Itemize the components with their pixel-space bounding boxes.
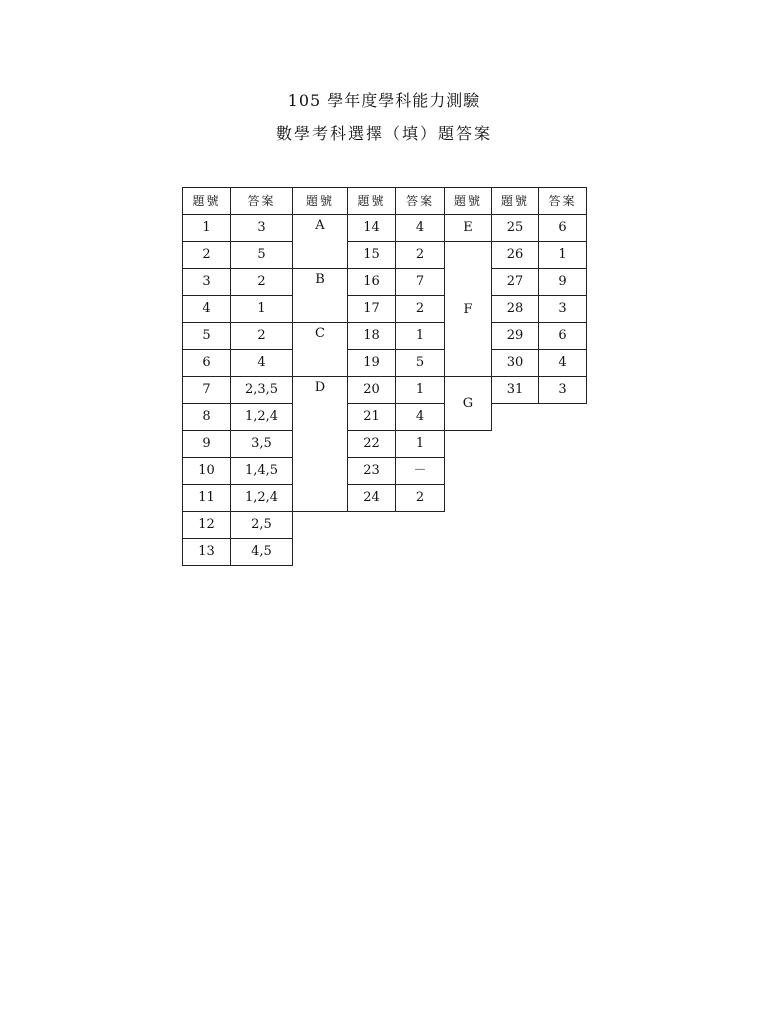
question-number: 10 xyxy=(182,457,231,485)
question-number: 28 xyxy=(491,295,539,323)
answer-value: 4 xyxy=(538,349,587,377)
question-number: 14 xyxy=(347,214,396,242)
question-number: 4 xyxy=(182,295,231,323)
fill-in-group-label: C xyxy=(292,322,348,377)
fill-in-group-label: F xyxy=(444,241,492,377)
answer-value: 2 xyxy=(230,268,293,296)
answer-value: 1 xyxy=(395,430,445,458)
answer-value: 1,4,5 xyxy=(230,457,293,485)
answer-value: 2,3,5 xyxy=(230,376,293,404)
header-answer: 答案 xyxy=(538,187,587,215)
header-question-number: 題號 xyxy=(491,187,539,215)
answer-value: 3 xyxy=(538,376,587,404)
answer-value: 7 xyxy=(395,268,445,296)
question-number: 5 xyxy=(182,322,231,350)
question-number: 13 xyxy=(182,538,231,566)
question-number: 3 xyxy=(182,268,231,296)
answer-table xyxy=(182,187,586,562)
question-number: 8 xyxy=(182,403,231,431)
header-question-number: 題號 xyxy=(182,187,231,215)
fill-in-group-label: A xyxy=(292,214,348,269)
question-number: 27 xyxy=(491,268,539,296)
answer-value: 5 xyxy=(230,241,293,269)
answer-value: 3 xyxy=(230,214,293,242)
answer-value: 4 xyxy=(395,214,445,242)
question-number: 7 xyxy=(182,376,231,404)
question-number: 12 xyxy=(182,511,231,539)
answer-value: 2,5 xyxy=(230,511,293,539)
answer-value: 1 xyxy=(230,295,293,323)
header-question-number: 題號 xyxy=(292,187,348,215)
answer-value: 2 xyxy=(395,241,445,269)
answer-value: 1,2,4 xyxy=(230,484,293,512)
question-number: 20 xyxy=(347,376,396,404)
answer-value: 6 xyxy=(538,214,587,242)
answer-value: 1 xyxy=(395,376,445,404)
question-number: 25 xyxy=(491,214,539,242)
answer-value: 4 xyxy=(395,403,445,431)
question-number: 16 xyxy=(347,268,396,296)
page-subtitle: 數學考科選擇（填）題答案 xyxy=(275,124,492,143)
fill-in-group-label: B xyxy=(292,268,348,323)
answer-value: 5 xyxy=(395,349,445,377)
fill-in-group-label: G xyxy=(444,376,492,431)
header-answer: 題號 xyxy=(347,187,396,215)
fill-in-group-label: D xyxy=(292,376,348,512)
answer-value: 4,5 xyxy=(230,538,293,566)
question-number: 1 xyxy=(182,214,231,242)
question-number: 18 xyxy=(347,322,396,350)
answer-value: 1 xyxy=(395,322,445,350)
question-number: 15 xyxy=(347,241,396,269)
header-answer: 答案 xyxy=(230,187,293,215)
answer-value: 9 xyxy=(538,268,587,296)
fill-in-group-label: E xyxy=(444,214,492,242)
answer-value: 2 xyxy=(395,295,445,323)
question-number: 17 xyxy=(347,295,396,323)
question-number: 31 xyxy=(491,376,539,404)
question-number: 22 xyxy=(347,430,396,458)
question-number: 21 xyxy=(347,403,396,431)
question-number: 30 xyxy=(491,349,539,377)
answer-value: 2 xyxy=(395,484,445,512)
answer-value: 3 xyxy=(538,295,587,323)
answer-value: 4 xyxy=(230,349,293,377)
answer-value: 1,2,4 xyxy=(230,403,293,431)
answer-value: 2 xyxy=(230,322,293,350)
question-number: 26 xyxy=(491,241,539,269)
question-number: 2 xyxy=(182,241,231,269)
answer-value: 6 xyxy=(538,322,587,350)
question-number: 23 xyxy=(347,457,396,485)
header-answer: 答案 xyxy=(395,187,445,215)
answer-value: 1 xyxy=(538,241,587,269)
question-number: 9 xyxy=(182,430,231,458)
question-number: 6 xyxy=(182,349,231,377)
answer-value: 3,5 xyxy=(230,430,293,458)
question-number: 19 xyxy=(347,349,396,377)
question-number: 24 xyxy=(347,484,396,512)
page-title: 105 學年度學科能力測驗 xyxy=(287,91,481,110)
question-number: 29 xyxy=(491,322,539,350)
question-number: 11 xyxy=(182,484,231,512)
answer-value: － xyxy=(395,457,445,485)
header-answer: 題號 xyxy=(444,187,492,215)
